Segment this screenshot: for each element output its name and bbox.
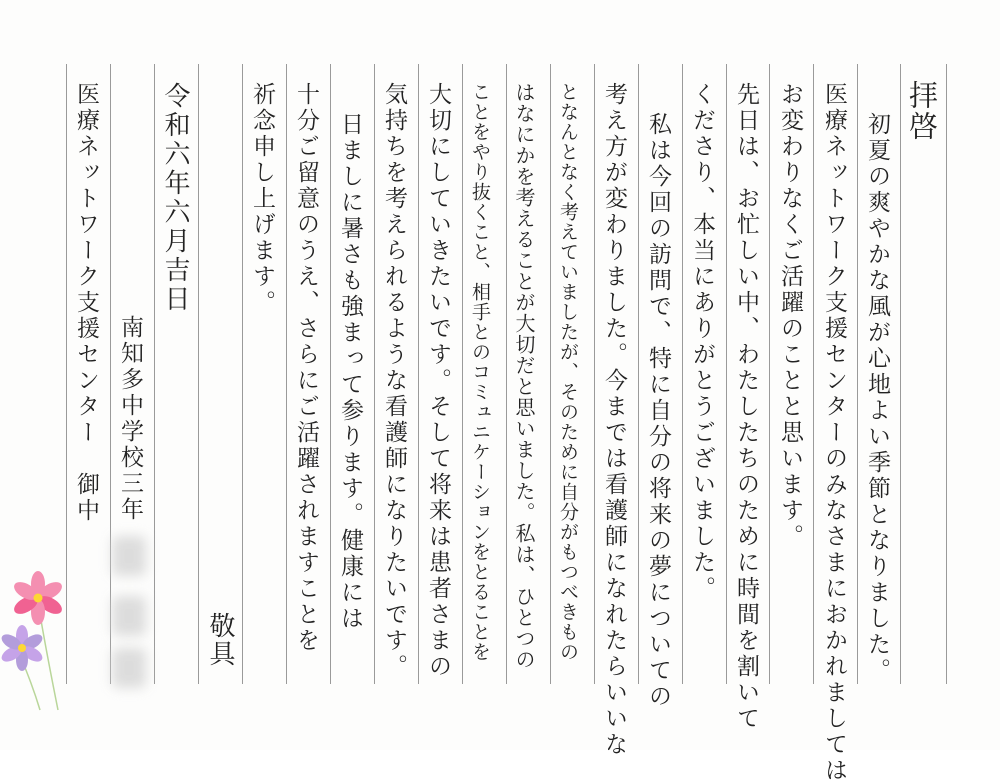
rule-line [813, 64, 814, 684]
rule-line [769, 64, 770, 684]
rule-line [330, 64, 331, 684]
letter-line: 日ましに暑さも強まって参ります。健康には [337, 112, 363, 632]
rule-line [638, 64, 639, 684]
rule-line [462, 64, 463, 684]
rule-line [857, 64, 858, 684]
letter-line: はなにかを考えることが大切だと思いました。私は、ひとつの [512, 82, 536, 670]
rule-line [154, 64, 155, 684]
rule-line [594, 64, 595, 684]
letter-line: 医療ネットワーク支援センターのみなさまにおかれましては [821, 82, 847, 784]
rule-line [682, 64, 683, 684]
redacted-name [112, 596, 146, 636]
redacted-name [112, 536, 146, 576]
rule-line [506, 64, 507, 684]
recipient-name: 医療ネットワーク支援センター 御中 [73, 82, 99, 524]
rule-line [242, 64, 243, 684]
rule-line [374, 64, 375, 684]
letter-line: 私は今回の訪問で、特に自分の将来の夢についての [645, 112, 671, 710]
letter-line: 考え方が変わりました。今までは看護師になれたらいいな [601, 82, 627, 758]
letter-line: 気持ちを考えられるような看護師になりたいです。 [381, 82, 407, 680]
rule-line [726, 64, 727, 684]
letter-line: 十分ご留意のうえ、さらにご活躍されますことを [293, 82, 319, 654]
letter-line: 初夏の爽やかな風が心地よい季節となりました。 [864, 112, 890, 684]
rule-line [418, 64, 419, 684]
rule-line [198, 64, 199, 684]
letter-line: 先日は、お忙しい中、わたしたちのために時間を割いて [733, 82, 759, 732]
letter-line: ことをやり抜くこと、相手とのコミュニケーションをとることを [469, 82, 491, 662]
flower-illustration-icon [0, 560, 90, 720]
letter-line: 祈念申し上げます。 [249, 82, 275, 316]
letter-line: となんとなく考えていましたが、そのために自分がもつべきもの [557, 82, 579, 662]
opening-greeting: 拝啓 [905, 80, 939, 142]
letter-line: 大切にしていきたいです。そして将来は患者さまの [425, 82, 451, 680]
date-line: 令和六年六月吉日 [160, 82, 190, 314]
rule-line [110, 64, 111, 684]
closing-phrase: 敬具 [205, 612, 235, 668]
rule-line [286, 64, 287, 684]
letter-line: くださり、本当にありがとうございました。 [689, 82, 715, 602]
redacted-name [112, 648, 146, 688]
rule-line [550, 64, 551, 684]
letter-line: お変わりなくご活躍のことと思います。 [777, 82, 803, 550]
sender-name: 南知多中学校三年 [117, 315, 143, 523]
rule-line [946, 64, 947, 684]
rule-line [900, 64, 901, 684]
